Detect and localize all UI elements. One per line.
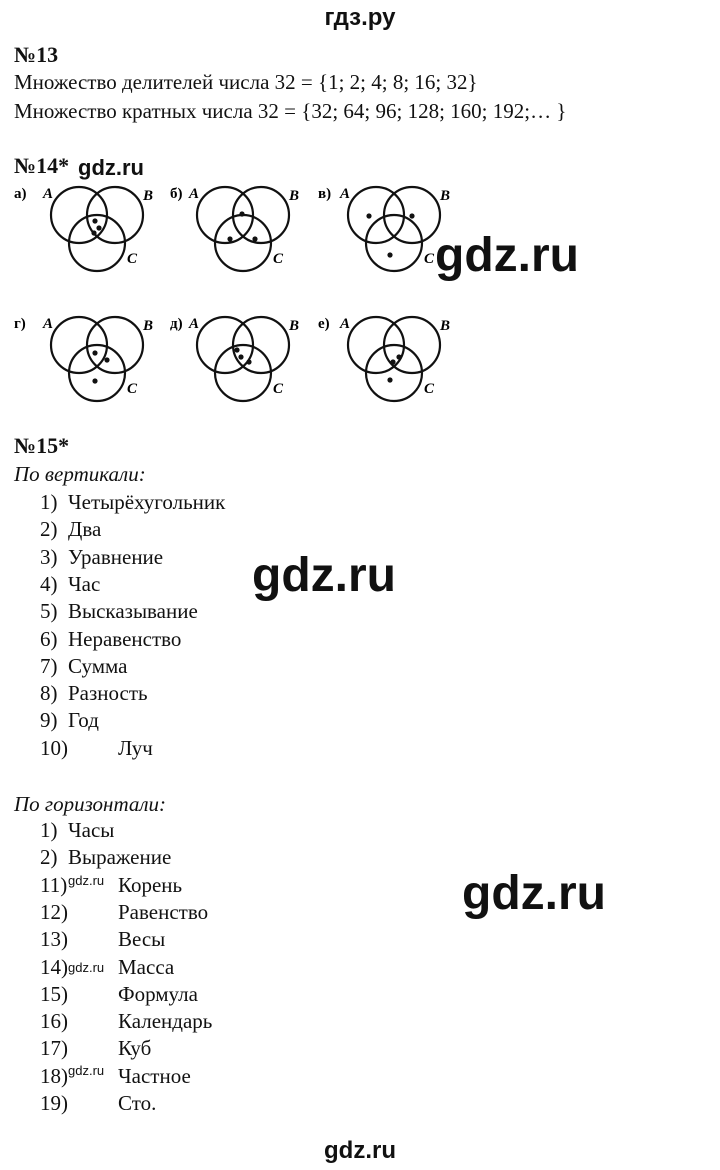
venn-label-a: A	[189, 186, 200, 202]
list-item-word: Сумма	[68, 653, 128, 678]
list-item-number: 18)	[40, 1063, 68, 1088]
task14-number: №14*	[14, 153, 70, 178]
list-item-number: 14)	[40, 954, 68, 979]
list-item-number: 7)	[40, 653, 58, 678]
task13-number: №13	[14, 42, 59, 67]
list-item-word: Два	[68, 517, 102, 542]
list-item-word: Куб	[118, 1036, 152, 1061]
watermark-middle: gdz.ru	[252, 549, 396, 602]
list-item-word: Выражение	[68, 845, 172, 870]
venn-letter: б)	[170, 186, 183, 202]
venn-dot	[92, 218, 97, 223]
venn-label-b: B	[143, 188, 154, 204]
list-item-word: Сто.	[118, 1091, 157, 1115]
list-item-number: 11)	[40, 872, 68, 897]
list-item-number: 1)	[40, 818, 58, 842]
list-item-number: 3)	[40, 544, 58, 569]
list-item-word: Календарь	[118, 1009, 213, 1034]
venn-dot	[239, 211, 244, 216]
list-item-number: 9)	[40, 708, 58, 733]
venn-dot	[91, 230, 96, 235]
venn-label-c: C	[273, 251, 284, 267]
list-item-word: Четырёхугольник	[68, 490, 226, 514]
venn-dot	[96, 225, 101, 230]
venn-label-b: B	[289, 188, 300, 204]
list-item-number: 6)	[40, 626, 58, 651]
venn-dot	[366, 213, 371, 218]
venn-letter: в)	[318, 186, 332, 202]
list-item-word: Масса	[118, 954, 175, 979]
list-item-number: 17)	[40, 1036, 68, 1061]
list-item-number: 2)	[40, 517, 58, 542]
watermark-small-14: gdz.ru	[78, 155, 144, 180]
watermark-inline-3: gdz.ru	[68, 1063, 105, 1078]
venn-label-a: A	[43, 316, 54, 332]
list-item-word: Формула	[118, 981, 198, 1006]
list-item-word: Час	[68, 571, 101, 596]
venn-dot	[387, 252, 392, 257]
site-footer: gdz.ru	[324, 1137, 396, 1164]
venn-letter: д)	[170, 316, 183, 332]
list-item-number: 8)	[40, 681, 58, 706]
venn-label-a: A	[43, 186, 54, 202]
list-item-word: Разность	[68, 681, 148, 706]
list-item-word: Часы	[68, 818, 115, 842]
list-item-number: 10)	[40, 735, 68, 760]
venn-label-b: B	[289, 318, 300, 334]
venn-letter: г)	[14, 316, 26, 332]
venn-dot	[246, 359, 251, 364]
list-item-number: 5)	[40, 599, 58, 624]
venn-dot	[104, 357, 109, 362]
venn-dot	[227, 236, 232, 241]
venn-label-a: A	[340, 186, 351, 202]
venn-dot	[409, 213, 414, 218]
watermark-bottom-right: gdz.ru	[462, 867, 606, 920]
watermark-inline-1: gdz.ru	[68, 873, 105, 888]
list-item-number: 4)	[40, 571, 58, 596]
venn-dot	[387, 377, 392, 382]
vertical-title: По вертикали:	[14, 462, 146, 486]
venn-dot	[238, 354, 243, 359]
multiples-line: Множество кратных числа 32 = {32; 64; 96; 128; 160; 192;… }	[14, 99, 567, 123]
venn-label-b: B	[440, 188, 451, 204]
venn-label-c: C	[273, 381, 284, 397]
venn-dot	[252, 236, 257, 241]
watermark-venn: gdz.ru	[435, 229, 579, 282]
list-item-number: 19)	[40, 1091, 68, 1115]
list-item-number: 1)	[40, 490, 58, 514]
watermark-inline-2: gdz.ru	[68, 960, 105, 975]
venn-diagrams	[0, 0, 720, 430]
task15-number: №15*	[14, 433, 70, 458]
list-item-word: Луч	[118, 735, 153, 760]
divisors-line: Множество делителей числа 32 = {1; 2; 4; 8; 16; 32}	[14, 70, 478, 94]
site-header: гдз.ру	[324, 4, 396, 31]
list-item-number: 15)	[40, 981, 68, 1006]
list-item-word: Неравенство	[68, 626, 182, 651]
list-item-word: Высказывание	[68, 599, 198, 624]
list-item-word: Уравнение	[68, 544, 164, 569]
venn-dot	[396, 354, 401, 359]
venn-letter: а)	[14, 186, 27, 202]
list-item-number: 2)	[40, 845, 58, 870]
venn-label-b: B	[440, 318, 451, 334]
venn-label-c: C	[424, 381, 435, 397]
venn-dot	[92, 350, 97, 355]
list-item-number: 16)	[40, 1009, 68, 1034]
list-item-number: 12)	[40, 899, 68, 924]
list-item-word: Весы	[118, 927, 166, 952]
list-item-word: Равенство	[118, 899, 209, 924]
venn-label-c: C	[424, 251, 435, 267]
venn-label-a: A	[340, 316, 351, 332]
venn-label-b: B	[143, 318, 154, 334]
venn-dot	[92, 378, 97, 383]
list-item-word: Частное	[118, 1063, 191, 1088]
venn-label-c: C	[127, 251, 138, 267]
horizontal-title: По горизонтали:	[14, 792, 167, 816]
list-item-word: Корень	[118, 872, 183, 897]
venn-label-a: A	[189, 316, 200, 332]
venn-label-c: C	[127, 381, 138, 397]
list-item-number: 13)	[40, 927, 68, 952]
venn-letter: е)	[318, 316, 330, 332]
venn-dot	[234, 347, 239, 352]
list-item-word: Год	[68, 708, 99, 733]
venn-dot	[390, 359, 395, 364]
